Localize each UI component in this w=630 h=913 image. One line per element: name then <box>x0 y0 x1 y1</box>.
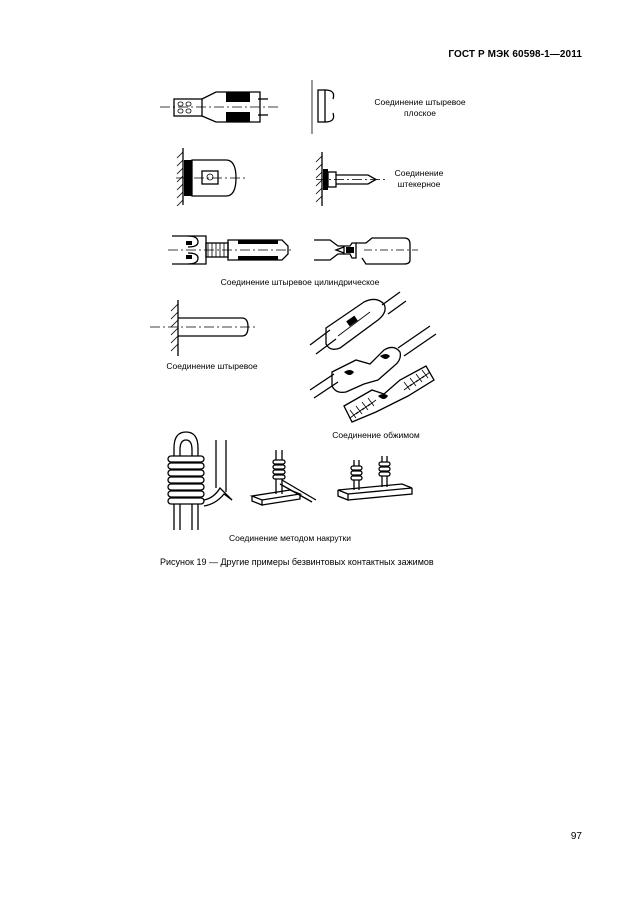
wire-wrap-large-drawing <box>168 432 232 530</box>
wall-pin-front-drawing <box>176 148 246 206</box>
flat-pin-connection-label <box>360 97 480 119</box>
cylindrical-pin-left-drawing <box>168 236 292 264</box>
plug-connector-drawing <box>316 152 386 206</box>
cylindrical-pin-connection-label: Соединение штыревое цилиндрическое <box>220 277 380 287</box>
plug-connection-label <box>384 168 454 190</box>
wall-pin-side-drawing <box>150 300 256 356</box>
plug-label-line1: Соединение <box>394 168 444 178</box>
figure-caption: Рисунок 19 — Другие примеры безвинтовых контактных зажимов <box>160 557 434 567</box>
crimp-connection-label: Соединение обжимом <box>332 430 420 440</box>
flat-pin-end-view-drawing <box>312 80 334 134</box>
flat-pin-label-line2: плоское <box>404 108 436 118</box>
page-number: 97 <box>570 831 582 842</box>
cylindrical-pin-right-drawing <box>314 238 418 264</box>
wire-wrap-connection-label: Соединение методом накрутки <box>229 533 351 543</box>
flat-pin-label-line1: Соединение штыревое <box>374 97 466 107</box>
wire-wrap-single-post-drawing <box>252 450 316 505</box>
flat-pin-connector-drawing <box>160 92 280 122</box>
plug-label-line2: штекерное <box>397 179 441 189</box>
crimp-connectors-drawing <box>310 292 436 422</box>
wire-wrap-double-post-drawing <box>338 456 412 500</box>
document-header: ГОСТ Р МЭК 60598-1—2011 <box>448 49 582 60</box>
pin-connection-label: Соединение штыревое <box>166 361 258 371</box>
